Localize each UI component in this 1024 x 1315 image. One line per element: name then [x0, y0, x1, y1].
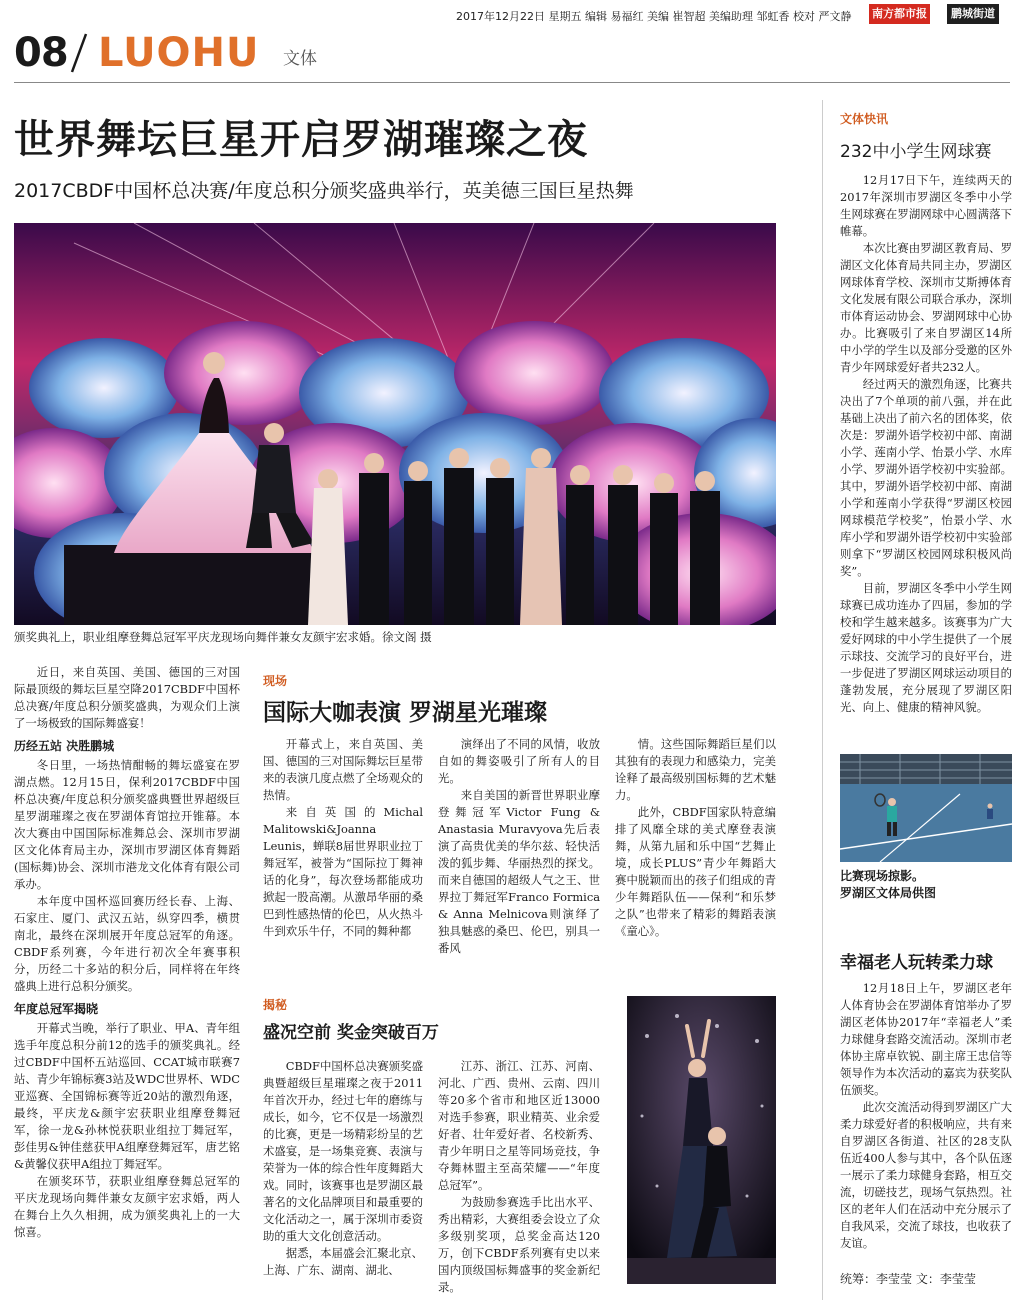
paragraph: 开幕式当晚，举行了职业、甲A、青年组选手年度总积分前12的选手的颁奖典礼。经过CBDF中国杯五站巡回、CCAT城市联赛7站、青少年锦标赛3站及WDC世界杯、WDC亚巡赛、全国锦标赛等近20站的激烈角逐，最终，平庆龙&颜宇宏获职业组摩登舞冠军，徐一龙&孙林悦获职业组拉丁舞冠军，彭佳男&钟佳慈获甲A组摩登舞冠军，唐艺铭&黄馨仪获甲A组拉丁舞冠军。 [14, 1021, 240, 1171]
main-photo-caption: 颁奖典礼上，职业组摩登舞总冠军平庆龙现场向舞伴兼女友颜宇宏求婚。徐文阁 摄 [14, 630, 432, 644]
page-number: 08 [14, 30, 68, 76]
masthead-strip [0, 0, 1024, 28]
article-reveal-col2 [438, 1058, 600, 1294]
sidebar-story2-body [840, 980, 1012, 1262]
article-scene-title: 国际大咖表演 罗湖星光璀璨 [263, 700, 548, 726]
sidebar-story1-body [840, 172, 1012, 744]
paragraph: 此外，CBDF国家队特意编排了风靡全球的美式摩登表演舞，从第九届和乐中国“艺舞止境，成长PLUS”青少年舞蹈大赛中脱颖而出的孩子们组成的青少年舞蹈队伍——保利“和乐梦之队”也带来了精彩的舞蹈表演《童心》。 [615, 805, 776, 938]
dance-photo [627, 996, 776, 1284]
paragraph: 江苏、浙江、江苏、河南、河北、广西、贵州、云南、四川等20多个省市和地区近13000对选手参赛，职业精英、业余爱好者、壮年爱好者、名校新秀、青少年明日之星等同场竞技，争夺舞林盟主至高荣耀——“年度总冠军”。 [438, 1059, 600, 1192]
main-headline: 世界舞坛巨星开启罗湖璀璨之夜 [14, 117, 588, 163]
subhead-champion: 年度总冠军揭晓 [14, 1002, 99, 1016]
paragraph: 冬日里，一场热情酣畅的舞坛盛宴在罗湖点燃。12月15日，保利2017CBDF中国杯总决赛/年度总积分颁奖盛典暨世界超级巨星罗湖璀璨之夜在罗湖体育馆拉开锥幕。本次大赛由中国国际标准舞总会、深圳市罗湖区文化体育局主办，深圳市罗湖区体育舞蹈(国标舞)协会、深圳市港龙文化体育有限公司承办。 [14, 758, 240, 891]
paragraph: 为鼓励参赛选手比出水平、秀出精彩，大赛组委会设立了众多级别奖项，总奖金高达120万，创下CBDF系列赛有史以来国内顶级国标舞盛事的奖金新纪录。 [438, 1195, 600, 1294]
section-name: LUOHU [98, 30, 260, 76]
section-category: 文体 [283, 49, 317, 69]
sidebar-story1-title: 232中小学生网球赛 [840, 142, 992, 162]
paragraph: 在颁奖环节，获职业组摩登舞总冠军的平庆龙现场向舞伴兼女友颜宇宏求婚，两人在舞台上久久相拥，成为颁奖典礼上的一大惊喜。 [14, 1174, 240, 1239]
paragraph: 开幕式上，来自英国、美国、德国的三对国际舞坛巨星带来的表演几度点燃了全场观众的热情。 [263, 737, 423, 802]
tennis-photo [840, 754, 1012, 862]
paragraph: 演绎出了不同的风情，收放自如的舞姿吸引了所有人的目光。 [438, 737, 600, 785]
paragraph: 12月17日下午，连续两天的2017年深圳市罗湖区冬季中小学生网球赛在罗湖网球中心圆满落下帷幕。 [840, 173, 1012, 238]
paragraph: 据悉，本届盛会汇聚北京、上海、广东、湖南、湖北、 [263, 1246, 423, 1277]
masthead-info: 2017年12月22日 星期五 编辑 易福红 美编 崔智超 美编助理 邹虹香 校对 严文静 [456, 10, 852, 23]
tennis-photo-caption-line2: 罗湖区文体局供图 [840, 886, 937, 900]
article-scene-col1 [263, 736, 423, 960]
article-reveal-title: 盛况空前 奖金突破百万 [263, 1023, 439, 1043]
kicker-reveal: 揭秘 [263, 998, 288, 1012]
main-photo [14, 223, 776, 625]
byline-credit: 统筹：李莹莹 文：李莹莹 [840, 1272, 976, 1286]
tennis-photo-caption [840, 868, 1012, 902]
paragraph: 目前，罗湖区冬季中小学生网球赛已成功连办了四届，参加的学校和学生越来越多。该赛事为广大爱好网球的中小学生提供了一个展示球技、交流学习的良好平台，进一步促进了罗湖区网球运动项目的蓬勃发展，充分展现了罗湖区阳光、向上、健康的精神风貌。 [840, 581, 1012, 714]
article-scene-col3 [615, 736, 776, 960]
paragraph: 经过两天的激烈角逐，比赛共决出了7个单项的前八强，并在此基础上决出了前六名的团体奖，依次是：罗湖外语学校初中部、南湖小学、莲南小学、怡景小学、水库小学、罗湖外语学校初中实验部。其中，罗湖外语学校初中部、南湖小学和莲南小学获得“罗湖区校园网球模范学校奖”，怡景小学、水库小学和罗湖外语学校初中实验部则拿下“罗湖区校园网球积极风尚奖”。 [840, 377, 1012, 578]
sub-headline: 2017CBDF中国杯总决赛/年度总积分颁奖盛典举行，英美德三国巨星热舞 [14, 180, 634, 202]
intro-paragraph: 近日，来自英国、美国、德国的三对国际最顶级的舞坛巨星空降2017CBDF中国杯总决赛/年度总积分颁奖盛典，为观众们上演了一场极致的国际舞盛宴！ [14, 665, 240, 730]
paragraph: 12月18日上午，罗湖区老年人体育协会在罗湖体育馆举办了罗湖区老体协2017年“幸福老人”柔力球健身套路交流活动。深圳市老体协主席卓钦锐、副主席王忠信等领导作为本次活动的嘉宾为获奖队伍颁奖。 [840, 981, 1012, 1097]
sidebar-kicker: 文体快讯 [840, 112, 889, 126]
header-rule [14, 82, 1010, 83]
column-a [14, 664, 240, 1294]
brand-logo-red: 南方都市报 [869, 4, 930, 24]
paragraph: 本年度中国杯巡回赛历经长春、上海、石家庄、厦门、武汉五站，纵穿四季，横贯南北，最终在深圳展开年度总冠军的角逐。CBDF系列赛，今年进行初次全年赛事积分，历经二十多站的积分后，同样将在年终盛典上进行总积分颁奖。 [14, 894, 240, 993]
article-reveal-col1 [263, 1058, 423, 1294]
paragraph: 此次交流活动得到罗湖区广大柔力球爱好者的积极响应，共有来自罗湖区各街道、社区的28支队伍近400人参与其中，各个队伍逐一展示了柔力球健身套路，相互交流，切磋技艺，现场气氛热烈。社区的老年人们在活动中充分展示了自我风采，交流了球技，也收获了友谊。 [840, 1100, 1012, 1250]
paragraph: 情。这些国际舞蹈巨星们以其独有的表现力和感染力，完美诠释了最高级别国标舞的艺术魅力。 [615, 737, 776, 802]
sidebar-divider [822, 100, 823, 1300]
sidebar-story2-title: 幸福老人玩转柔力球 [840, 953, 993, 973]
paragraph: 来自美国的新晋世界职业摩登舞冠军Victor Fung & Anastasia Muravyova先后表演了高贵优美的华尔兹、轻快活泼的狐步舞、华丽热烈的探戈。而来自德国的超级人气之王、世界拉丁舞冠军Franco Formica & Anna Melnicova则演绎了独具魅惑的桑巴、伦巴，别具一番风 [438, 788, 600, 955]
kicker-scene: 现场 [263, 674, 288, 688]
subhead-five-stations: 历经五站 决胜鹏城 [14, 739, 115, 753]
slash-divider [68, 30, 90, 76]
paragraph: CBDF中国杯总决赛颁奖盛典暨超级巨星璀璨之夜于2011年首次开办，经过七年的磨练与成长，如今，它不仅是一场激烈的比赛，更是一场精彩纷呈的艺术盛宴，是一场集竞赛、表演与荣誉为一体的综合性年度舞蹈大戏。同时，该赛事也是罗湖区最著名的文化品牌项目和最重要的文化活动之一，属于深圳市委资助的重大文化创意活动。 [263, 1059, 423, 1243]
paragraph: 本次比赛由罗湖区教育局、罗湖区文化体育局共同主办，罗湖区网球体育学校、深圳市艾斯搏体育文化发展有限公司联合承办，深圳市体育运动协会、罗湖网球中心协办。比赛吸引了来自罗湖区14所中小学的学生以及部分受邀的区外青少年网球爱好者共232人。 [840, 241, 1012, 374]
paragraph: 来自英国的Michal Malitowski&Joanna Leunis，蝉联8届世界职业拉丁舞冠军，被誉为“国际拉丁舞神话的化身”，每次登场都能成功掀起一股高潮。从激昂华丽的桑巴到性感热情的伦巴，从火热斗牛到欢乐牛仔，不同的舞种都 [263, 805, 423, 938]
tennis-photo-caption-line1: 比赛现场掠影。 [840, 869, 925, 883]
article-scene-col2 [438, 736, 600, 960]
brand-logo-black: 鹏城街道 [947, 4, 999, 24]
